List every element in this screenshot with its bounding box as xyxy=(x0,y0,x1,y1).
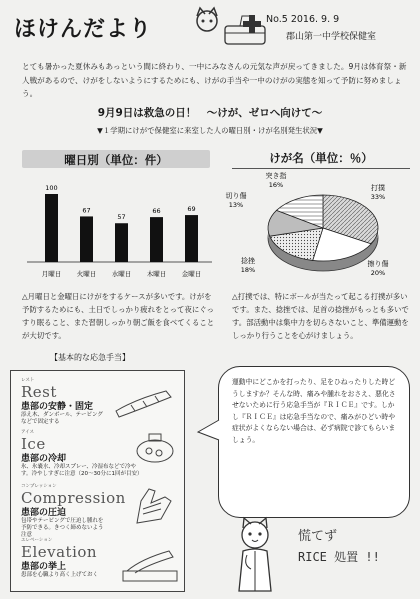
splint-arm-illustration xyxy=(111,379,177,419)
chart-caption: ▼１学期にけがで保健室に来室した人の曜日別・けが名別発生状況▼ xyxy=(97,126,323,135)
pie-value-label: 33% xyxy=(370,193,386,201)
rest-desc: 添え木、ダンボール、テーピングなどで固定する xyxy=(21,412,103,425)
bar xyxy=(150,217,163,262)
bar-chart-note: △月曜日と金曜日にけがをするケースが多いです。けがを予防するためにも、土日でしっかり疲れをとって夜にぐっすり眠ること、また習朝しっかり朝ご飯を食べてくることが大切です。 xyxy=(22,292,215,340)
pie-slice-label: 打撲 xyxy=(371,184,385,192)
bar-chart xyxy=(22,170,217,285)
rice-ice xyxy=(21,429,146,478)
elevation-ruby: エレベーション xyxy=(21,538,53,543)
cat-doctor-illustration xyxy=(225,515,285,595)
ice-desc: 氷、氷嚢水、冷却スプレー、冷湿布などで冷やす。冷やしすぎに注意（20～30分に1回が目安） xyxy=(21,464,143,477)
pie-slice-label: 突き指 xyxy=(265,172,287,180)
handwritten-line-2: RICE 処置 !! xyxy=(298,550,380,564)
pie-slice-label: 捻挫 xyxy=(241,257,255,265)
compression-desc: 包帯やテーピングで圧迫し腫れを予防できる。きつく締めないよう注意 xyxy=(21,518,104,538)
compression-en: Compression xyxy=(21,489,126,507)
compression-ruby: コンプレッション xyxy=(21,484,57,489)
elevation-desc: 患部を心臓より高く上げておく xyxy=(21,572,99,578)
issue-number: No.5 2016. 9. 9 xyxy=(266,14,340,25)
handwritten-line-1: 慌てず xyxy=(298,529,338,544)
pie-slice-label: 擦り傷 xyxy=(367,260,389,268)
pie-chart-title: けが名（単位：％） xyxy=(269,151,373,165)
bar-chart-title: 曜日別（単位：件） xyxy=(64,153,168,167)
ice-en: Ice xyxy=(21,435,46,453)
bandage-hand-illustration xyxy=(131,483,179,527)
compression-ja: 患部の圧迫 xyxy=(21,508,67,518)
bar xyxy=(80,216,93,262)
bar-value-label: 57 xyxy=(117,213,126,222)
intro-paragraph: とても暑かった夏休みもあっという間に終わり、一中にみなさんの元気な声が戻ってきました。9月は体育祭・新人戦があるので、けがをしないようにするためにも、けがの手当や一中のけがの実態を知って予防に努めましょう。 xyxy=(22,62,407,98)
rice-compression xyxy=(21,483,126,539)
rest-en: Rest xyxy=(21,383,57,401)
speech-bubble-tail xyxy=(196,418,220,444)
pie-chart-note: △打撲では、特にボールが当たって起こる打撲が多いです。また、捻挫では、足首の捻挫がもっとも多いです。部活動中は集中力を切らさないこと、準備運動をしっかり行うことを心がけましょう。 xyxy=(232,292,409,340)
bar-value-label: 67 xyxy=(82,206,91,215)
raised-leg-illustration xyxy=(121,543,179,583)
bar-value-label: 69 xyxy=(187,205,196,214)
bar-value-label: 100 xyxy=(45,184,58,192)
bar-value-label: 66 xyxy=(152,207,161,216)
cross-icon xyxy=(240,12,264,36)
pie-value-label: 18% xyxy=(240,266,256,274)
rest-ja: 患部の安静・固定 xyxy=(21,402,94,412)
speech-bubble-text: 運動中にどこかを打ったり、足をひねったりした時どうしますか？そんな時、痛みや腫れをおさえ、悪化させないために行う応急手当が『ＲＩＣＥ』です。しかし『ＲＩＣＥ』は応急手当なので、痛みがひどい時や症状がよくならない場合は、必ず病院で診てもらいましょう。 xyxy=(232,378,396,444)
first-aid-title: 【基本的な応急手当】 xyxy=(50,353,130,362)
pie-chart xyxy=(225,170,413,285)
elevation-ja: 患部の挙上 xyxy=(21,562,67,572)
pie-chart-title-box xyxy=(232,150,410,169)
bar xyxy=(185,215,198,262)
ice-bag-illustration xyxy=(131,431,179,465)
bar-category-label: 火曜日 xyxy=(76,270,97,278)
bar-category-label: 水曜日 xyxy=(111,270,132,278)
elevation-en: Elevation xyxy=(21,543,98,561)
bar-category-label: 木曜日 xyxy=(146,270,167,278)
first-aid-box xyxy=(10,370,185,592)
bar-category-label: 金曜日 xyxy=(181,270,202,278)
pie-value-label: 16% xyxy=(268,181,284,189)
pie-value-label: 20% xyxy=(370,269,386,277)
bar xyxy=(45,194,58,262)
rest-ruby: レスト xyxy=(21,378,35,383)
bar-category-label: 月曜日 xyxy=(41,270,62,278)
bar xyxy=(115,223,128,262)
page-title: ほけんだより xyxy=(14,17,153,42)
headline: 9月9日は救急の日！ ～けが、ゼロへ向けて～ xyxy=(97,107,323,119)
school-name: 郡山第一中学校保健室 xyxy=(286,32,377,42)
ice-ja: 患部の冷却 xyxy=(21,454,67,464)
rice-rest xyxy=(21,377,106,426)
ice-ruby: アイス xyxy=(21,430,35,435)
pie-value-label: 13% xyxy=(228,201,244,209)
rice-elevation xyxy=(21,537,106,579)
pie-slice-label: 切り傷 xyxy=(225,192,247,200)
